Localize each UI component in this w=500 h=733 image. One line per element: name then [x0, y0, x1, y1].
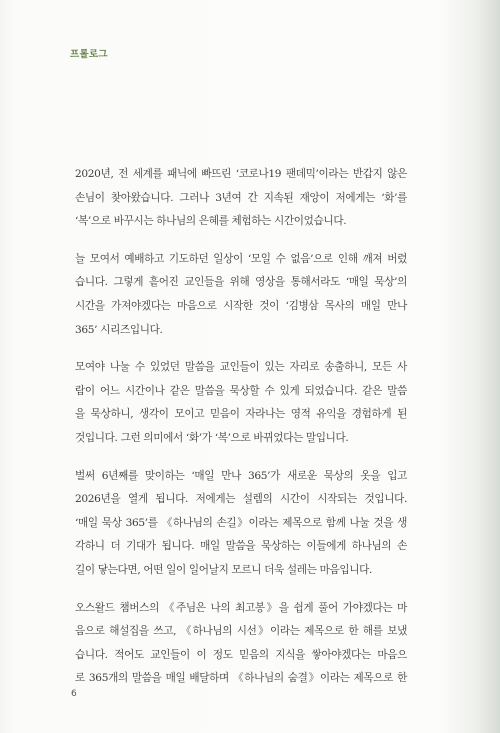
text-line: 오스왈드 챔버스의 《주님은 나의 최고봉》을 쉽게 풀어 가야겠다는 마: [75, 601, 407, 614]
text-line: 을 묵상하니, 생각이 모이고 믿음이 자라나는 영적 유익을 경험하게 된: [75, 408, 407, 421]
text-line: 것입니다. 그런 의미에서 ‘화’가 ‘복’으로 바뀌었다는 말입니다.: [75, 431, 349, 444]
paragraph-4: [75, 465, 407, 583]
text-line: 365’ 시리즈입니다.: [75, 323, 163, 336]
paragraph-3: [75, 356, 407, 450]
text-line: 길이 닿는다면, 어떤 일이 일어날지 모르니 더욱 설레는 마음입니다.: [75, 563, 373, 576]
text-line: 시간을 가져야겠다는 마음으로 시작한 것이 ‘김병삼 목사의 매일 만나: [75, 299, 407, 312]
paragraph-2: [75, 248, 407, 342]
text-line: ‘매일 묵상 365’를 《하나님의 손길》이라는 제목으로 함께 나눌 것을 생: [75, 516, 407, 529]
text-line: 손님이 찾아왔습니다. 그러나 3년여 간 지속된 재앙이 저에게는 ‘화’를: [75, 191, 407, 204]
text-line: 습니다. 적어도 교인들이 이 정도 믿음의 지식을 쌓아야겠다는 마음으: [75, 648, 407, 661]
text-line: 벌써 6년째를 맞이하는 ‘매일 만나 365’가 새로운 묵상의 옷을 입고: [75, 469, 407, 482]
text-line: 2026년을 열게 됩니다. 저에게는 설렘의 시간이 시작되는 것입니다.: [75, 493, 407, 506]
text-line: 2020년, 전 세계를 패닉에 빠뜨린 ‘코로나19 팬데믹’이라는 반갑지 않은: [75, 168, 407, 180]
text-line: 습니다. 그렇게 흩어진 교인들을 위해 영상을 통해서라도 ‘매일 묵상’의: [75, 276, 407, 289]
page-body: [75, 163, 407, 705]
page-number: 6: [71, 689, 77, 699]
chapter-title: 프롤로그: [70, 49, 108, 60]
text-line: ‘복’으로 바꾸시는 하나님의 은혜를 체험하는 시간이었습니다.: [75, 215, 347, 228]
paragraph-1: [75, 163, 407, 234]
text-line: 음으로 해설집을 쓰고, 《하나님의 시선》이라는 제목으로 한 해를 보냈: [75, 625, 407, 638]
text-line: 각하니 더 기대가 됩니다. 매일 말씀을 묵상하는 이들에게 하나님의 손: [75, 540, 407, 553]
text-line: 늘 모여서 예배하고 기도하던 일상이 ‘모일 수 없음’으로 인해 깨져 버렸: [75, 252, 407, 265]
text-line: 람이 어느 시간이나 같은 말씀을 묵상할 수 있게 되었습니다. 같은 말씀: [75, 384, 407, 397]
paragraph-5: [75, 597, 407, 691]
text-line: 로 365개의 말씀을 매일 배달하며 《하나님의 숨결》이라는 제목으로 한: [75, 672, 407, 685]
text-line: 모여야 나눌 수 있었던 말씀을 교인들이 있는 자리로 송출하니, 모든 사: [75, 361, 407, 374]
